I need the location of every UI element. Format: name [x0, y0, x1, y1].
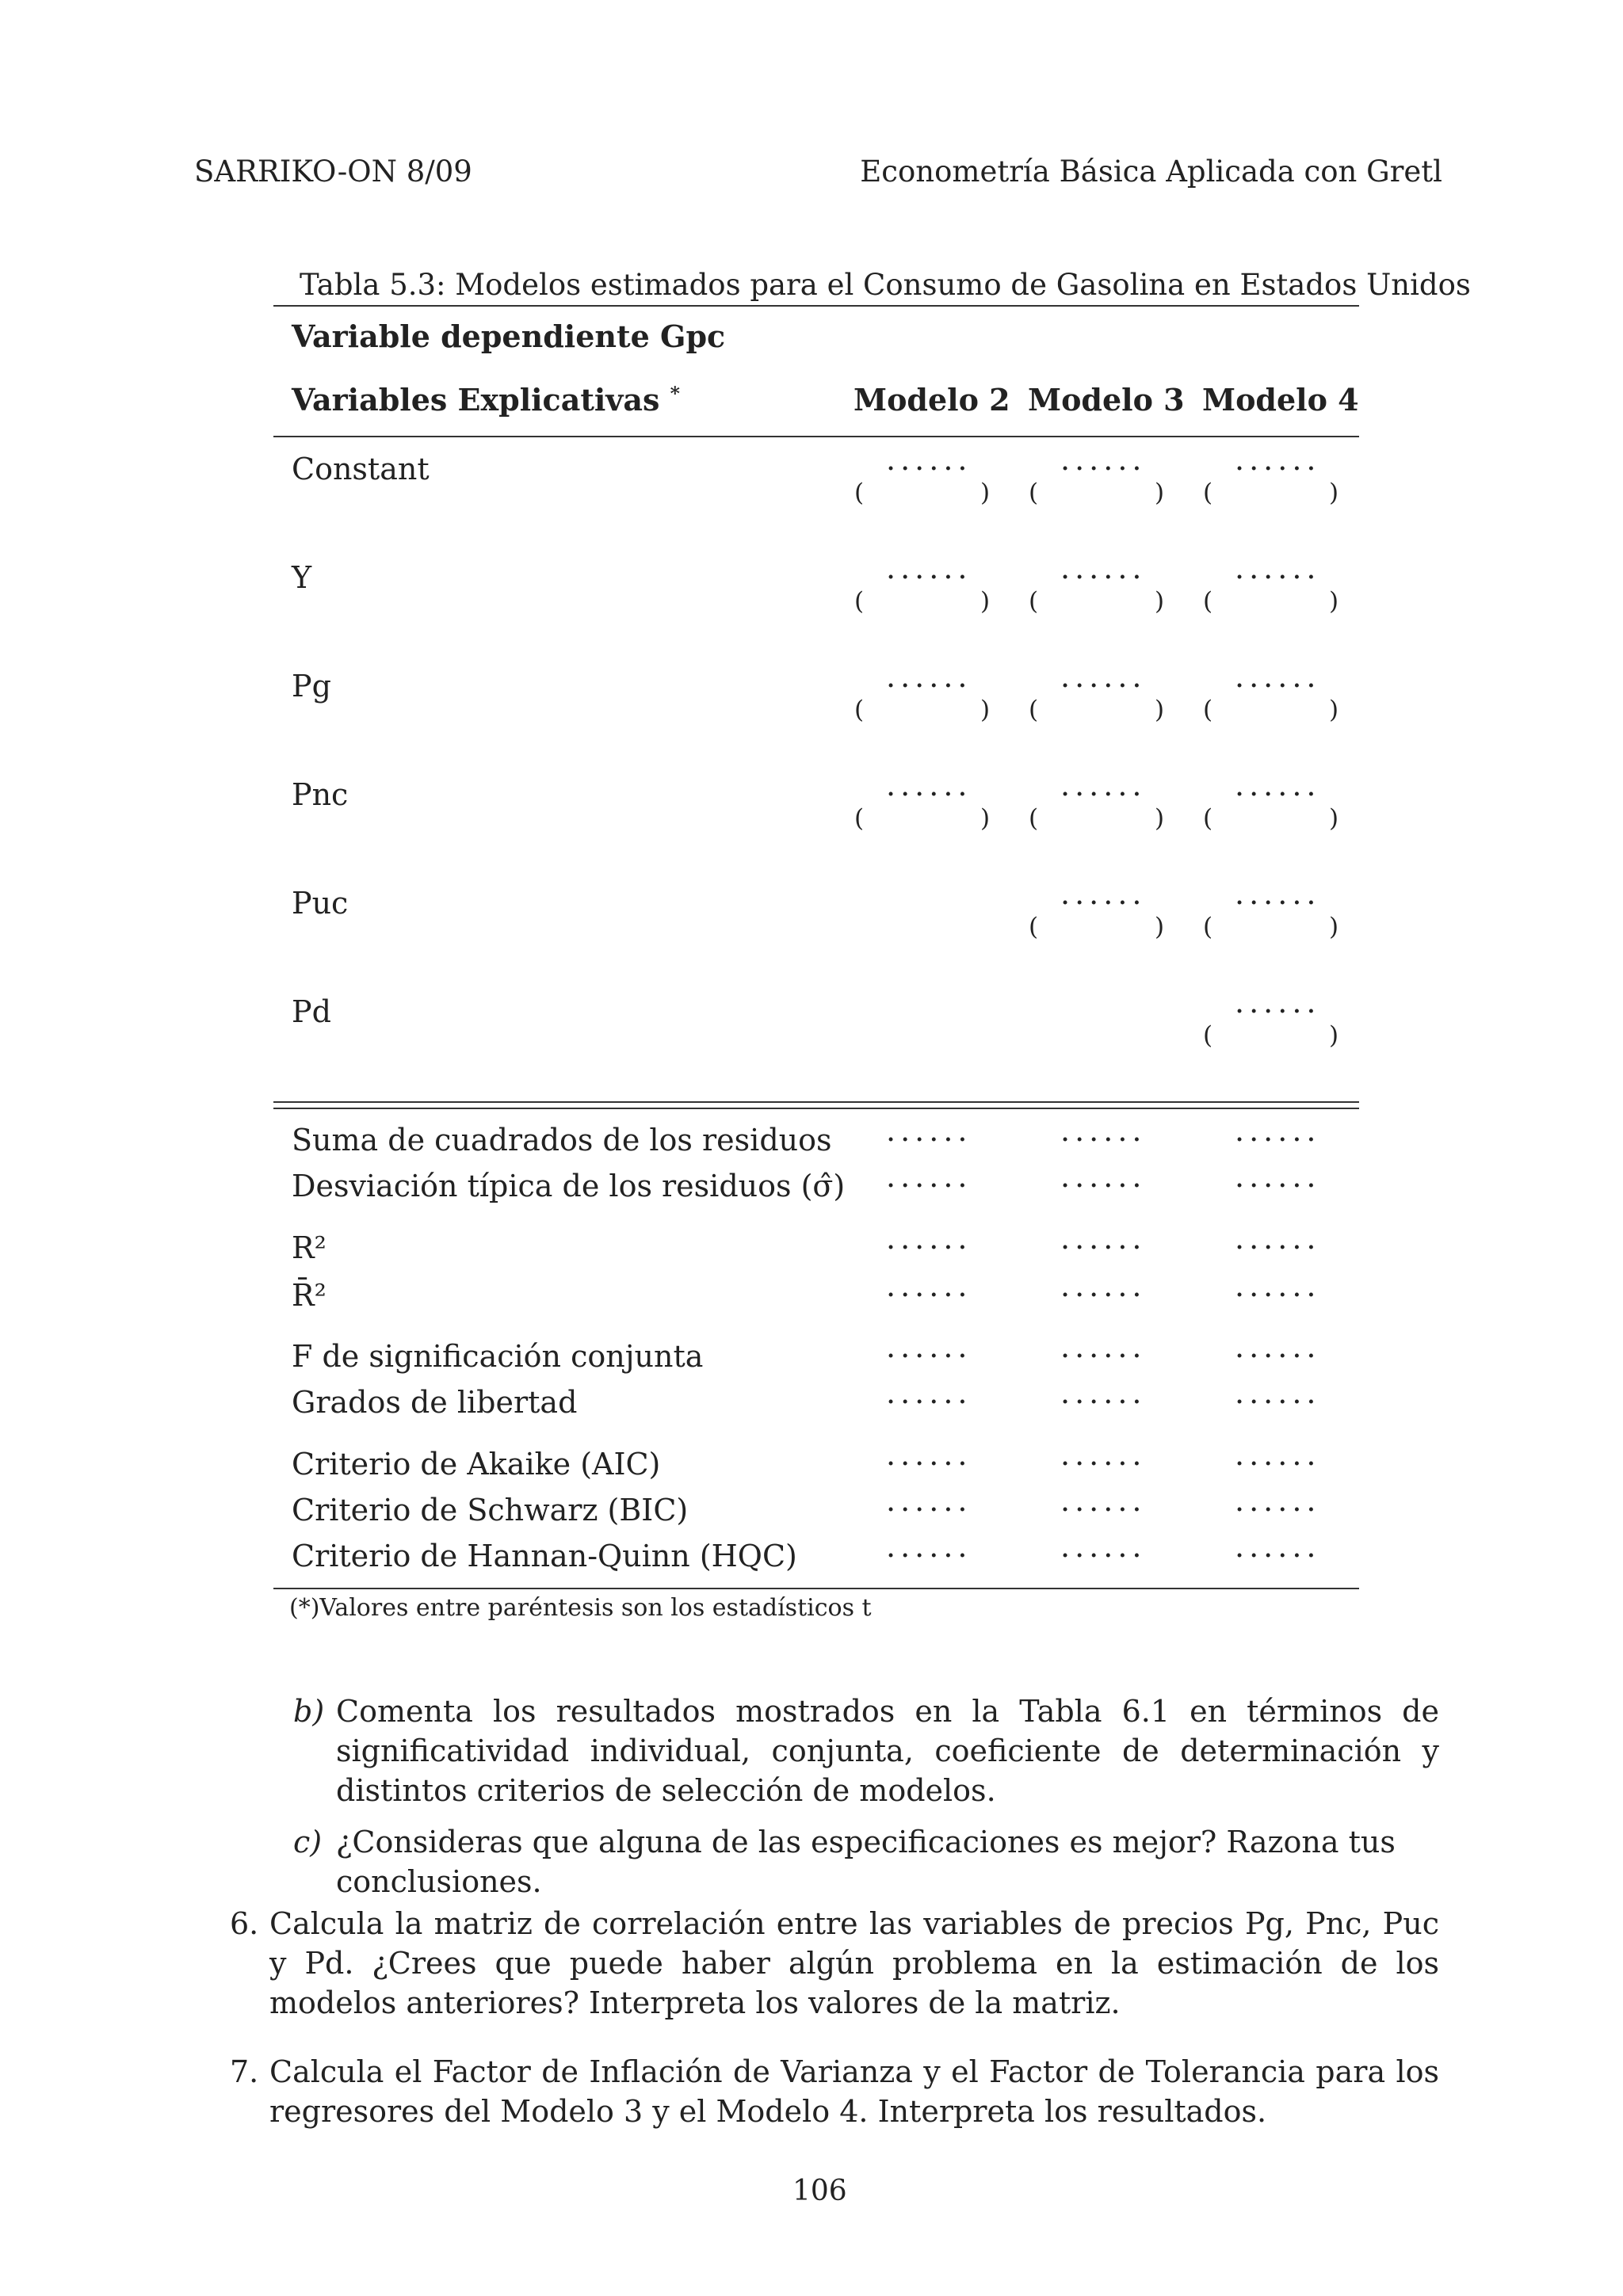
header-rule — [273, 436, 1359, 437]
stat-label: R² — [292, 1230, 327, 1265]
stat-label: Criterio de Schwarz (BIC) — [292, 1493, 689, 1527]
tstat-paren-open: ( — [1029, 696, 1039, 724]
item-c-text: ¿Consideras que alguna de las especificaciones es mejor? Razona tus conclusiones. — [336, 1825, 1396, 1899]
stat-placeholder: ...... — [1235, 1268, 1321, 1303]
stat-placeholder: ...... — [1235, 1159, 1321, 1194]
tstat-paren-open: ( — [1203, 479, 1213, 507]
tstat-paren-open: ( — [1029, 913, 1039, 941]
coefficient-placeholder: ...... — [1060, 442, 1147, 477]
row-label: Pnc — [292, 777, 349, 812]
stat-placeholder: ...... — [886, 1113, 972, 1148]
stat-label: Criterio de Hannan-Quinn (HQC) — [292, 1539, 797, 1573]
tstat-paren-open: ( — [854, 479, 865, 507]
tstat-paren-close: ) — [1155, 587, 1165, 616]
stat-placeholder: ...... — [1235, 1221, 1321, 1256]
tstat-paren-close: ) — [1155, 804, 1165, 833]
tstat-paren-open: ( — [1203, 1021, 1213, 1050]
stat-placeholder: ...... — [1060, 1529, 1147, 1564]
item-b-marker: b) — [293, 1694, 325, 1729]
tstat-paren-close: ) — [1329, 1021, 1339, 1050]
model-header-3: Modelo 3 — [1028, 382, 1185, 418]
tstat-paren-close: ) — [980, 696, 991, 724]
stat-label: Criterio de Akaike (AIC) — [292, 1447, 661, 1482]
stat-placeholder: ...... — [1060, 1437, 1147, 1472]
item-c-marker: c) — [293, 1825, 323, 1859]
stat-label: Desviación típica de los residuos (σ̂) — [292, 1169, 846, 1203]
question-6-marker: 6. — [230, 1906, 259, 1941]
tstat-paren-open: ( — [1029, 804, 1039, 833]
coefficient-placeholder: ...... — [1235, 985, 1321, 1020]
coefficient-placeholder: ...... — [1235, 551, 1321, 585]
table-caption: Tabla 5.3: Modelos estimados para el Consumo de Gasolina en Estados Unidos — [300, 268, 1471, 302]
question-6-text: Calcula la matriz de correlación entre las variables de precios Pg, Pnc, Puc y Pd. ¿Crees que puede haber algún problema en la estimación de los modelos anteriores? Interpreta los valores de la matriz. — [269, 1906, 1439, 2020]
row-label: Pg — [292, 669, 331, 704]
coefficient-placeholder: ...... — [886, 659, 972, 694]
stat-placeholder: ...... — [886, 1529, 972, 1564]
table-bottom-rule — [273, 1588, 1359, 1589]
tstat-paren-open: ( — [854, 696, 865, 724]
dependent-variable-label: Variable dependiente Gpc — [292, 318, 726, 354]
row-label: Puc — [292, 886, 349, 921]
tstat-paren-close: ) — [1155, 696, 1165, 724]
coefficient-placeholder: ...... — [1060, 876, 1147, 911]
stat-placeholder: ...... — [1060, 1375, 1147, 1410]
tstat-paren-close: ) — [1329, 913, 1339, 941]
tstat-paren-close: ) — [1155, 479, 1165, 507]
stat-placeholder: ...... — [886, 1329, 972, 1364]
coefficient-placeholder: ...... — [1060, 768, 1147, 803]
stat-placeholder: ...... — [1235, 1483, 1321, 1518]
coefficient-placeholder: ...... — [1235, 876, 1321, 911]
stat-placeholder: ...... — [1060, 1329, 1147, 1364]
coefficient-placeholder: ...... — [1060, 659, 1147, 694]
tstat-paren-close: ) — [1329, 479, 1339, 507]
stat-label: Suma de cuadrados de los residuos — [292, 1123, 832, 1158]
stat-placeholder: ...... — [886, 1159, 972, 1194]
stat-placeholder: ...... — [1235, 1437, 1321, 1472]
table-note: (*)Valores entre paréntesis son los estadísticos t — [289, 1594, 872, 1622]
tstat-paren-close: ) — [980, 804, 991, 833]
explicativas-header: Variables Explicativas * — [292, 382, 680, 418]
stat-placeholder: ...... — [886, 1375, 972, 1410]
question-7-text: Calcula el Factor de Inflación de Varianza y el Factor de Tolerancia para los regresores del Modelo 3 y el Modelo 4. Interpreta los resultados. — [269, 2054, 1439, 2129]
row-label: Y — [292, 560, 312, 595]
tstat-paren-open: ( — [1029, 479, 1039, 507]
stat-label: R̄² — [292, 1278, 327, 1313]
coefficient-placeholder: ...... — [886, 768, 972, 803]
table-top-rule — [273, 305, 1359, 307]
tstat-paren-open: ( — [1203, 587, 1213, 616]
stat-placeholder: ...... — [1060, 1268, 1147, 1303]
running-header-left: SARRIKO-ON 8/09 — [194, 154, 472, 189]
stat-placeholder: ...... — [1060, 1159, 1147, 1194]
stat-placeholder: ...... — [1060, 1483, 1147, 1518]
stat-placeholder: ...... — [1235, 1113, 1321, 1148]
coefficient-placeholder: ...... — [1060, 551, 1147, 585]
stat-label: F de significación conjunta — [292, 1339, 704, 1374]
coefficient-placeholder: ...... — [886, 442, 972, 477]
tstat-paren-open: ( — [1203, 696, 1213, 724]
tstat-paren-open: ( — [854, 587, 865, 616]
stat-placeholder: ...... — [886, 1483, 972, 1518]
stat-placeholder: ...... — [1060, 1221, 1147, 1256]
coefficient-placeholder: ...... — [1235, 768, 1321, 803]
item-b-text: Comenta los resultados mostrados en la Tabla 6.1 en términos de significatividad individual, conjunta, coeficiente de determinación y distintos criterios de selección de modelos. — [336, 1694, 1439, 1808]
tstat-paren-close: ) — [1155, 913, 1165, 941]
coefficient-placeholder: ...... — [886, 551, 972, 585]
running-header-right: Econometría Básica Aplicada con Gretl — [860, 154, 1442, 189]
tstat-paren-close: ) — [1329, 587, 1339, 616]
coefficient-placeholder: ...... — [1235, 659, 1321, 694]
tstat-paren-close: ) — [1329, 804, 1339, 833]
model-header-4: Modelo 4 — [1202, 382, 1359, 418]
double-rule-bottom — [273, 1108, 1359, 1109]
tstat-paren-open: ( — [1203, 804, 1213, 833]
row-label: Pd — [292, 994, 331, 1029]
stat-placeholder: ...... — [886, 1221, 972, 1256]
double-rule-top — [273, 1101, 1359, 1103]
tstat-paren-close: ) — [980, 479, 991, 507]
tstat-paren-open: ( — [854, 804, 865, 833]
stat-placeholder: ...... — [1235, 1329, 1321, 1364]
stat-placeholder: ...... — [1235, 1375, 1321, 1410]
coefficient-placeholder: ...... — [1235, 442, 1321, 477]
row-label: Constant — [292, 452, 430, 486]
model-header-2: Modelo 2 — [854, 382, 1010, 418]
stat-placeholder: ...... — [1060, 1113, 1147, 1148]
question-7-marker: 7. — [230, 2054, 259, 2089]
stat-placeholder: ...... — [886, 1437, 972, 1472]
tstat-paren-open: ( — [1029, 587, 1039, 616]
stat-placeholder: ...... — [886, 1268, 972, 1303]
tstat-paren-close: ) — [980, 587, 991, 616]
stat-placeholder: ...... — [1235, 1529, 1321, 1564]
tstat-paren-close: ) — [1329, 696, 1339, 724]
stat-label: Grados de libertad — [292, 1385, 578, 1420]
page-number: 106 — [792, 2175, 847, 2207]
tstat-paren-open: ( — [1203, 913, 1213, 941]
